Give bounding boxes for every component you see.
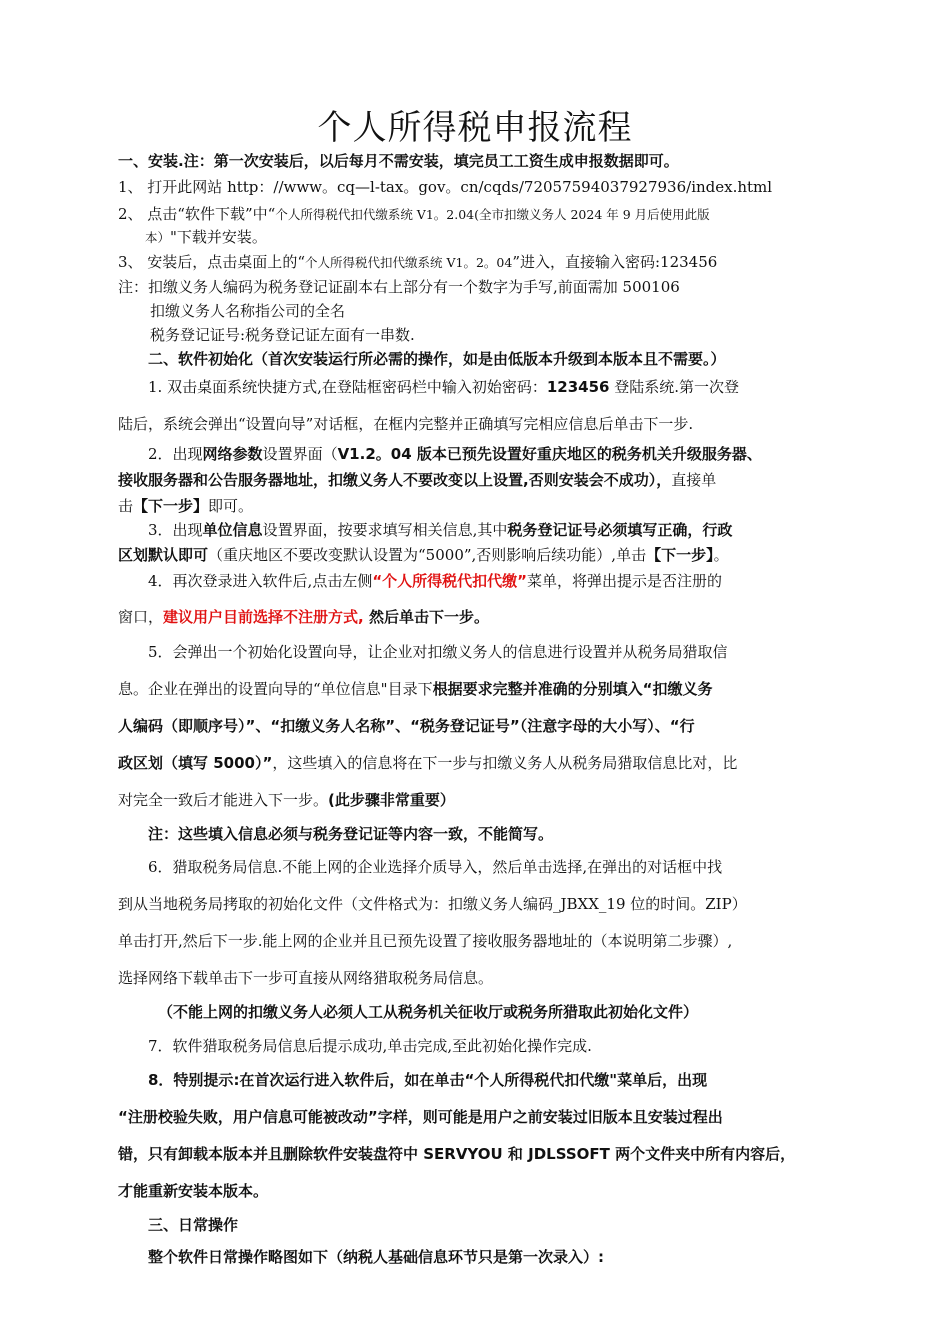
s2-item-4-cont: 窗口，建议用户目前选择不注册方式, 然后单击下一步。 [118,608,489,626]
s2-item-1-cont: 陆后，系统会弹出“设置向导”对话框，在框内完整并正确填写完相应信息后单击下一步. [118,415,694,433]
s1-step-2: 2、 点击“软件下载”中“个人所得税代扣代缴系统 V1。2.04(全市扣缴义务人 2024 年 9 月后使用此版 [118,205,710,223]
s2-item-8: 8．特别提示:在首次运行进入软件后，如在单击“个人所得税代扣代缴"菜单后，出现 [148,1071,708,1089]
s1-step-2-cont: 本）"下载并安装。 [145,228,267,246]
s1-step-1: 1、 打开此网站 http：//www。cq—l-tax。gov。cn/cqds/72057594037927936/index.html [118,178,773,196]
section-1-heading: 一、安装.注：第一次安装后，以后每月不需安装，填完员工工资生成申报数据即可。 [118,152,679,170]
s2-item-6-cont1: 到从当地税务局拷取的初始化文件（文件格式为：扣缴义务人编码_JBXX_19 位的时间。ZIP） [118,895,747,913]
s2-item-2-cont2: 击【下一步】即可。 [118,497,254,515]
s2-item-5-cont3: 政区划（填写 5000）”，这些填入的信息将在下一步与扣缴义务人从税务局猎取信息比对，比 [118,754,738,772]
s2-item-2-cont1: 接收服务器和公告服务器地址，扣缴义务人不要改变以上设置,否则安装会不成功），直接单 [118,471,717,489]
s2-item-3-cont: 区划默认即可（重庆地区不要改变默认设置为“5000”,否则影响后续功能）,单击【下一步】。 [118,546,729,564]
s2-item-7: 7．软件猎取税务局信息后提示成功,单击完成,至此初始化操作完成. [148,1037,592,1055]
s2-item-3: 3．出现单位信息设置界面，按要求填写相关信息,其中税务登记证号必须填写正确，行政 [148,521,733,539]
s1-note-1: 注：扣缴义务人编码为税务登记证副本右上部分有一个数字为手写,前面需加 500106 [118,278,680,296]
s2-item-8-cont3: 才能重新安装本版本。 [118,1182,269,1200]
page-title: 个人所得税申报流程 [317,108,633,148]
section-2-heading: 二、软件初始化（首次安装运行所必需的操作，如是由低版本升级到本版本且不需要。） [148,350,726,368]
s1-note-2: 扣缴义务人名称指公司的全名 [150,302,346,320]
s2-item-6-cont3: 选择网络下载单击下一步可直接从网络猎取税务局信息。 [118,969,494,987]
s2-item-5: 5．会弹出一个初始化设置向导，让企业对扣缴义务人的信息进行设置并从税务局猎取信 [148,643,728,661]
section-3-heading: 三、日常操作 [148,1216,239,1234]
s2-item-4: 4．再次登录进入软件后,点击左侧“个人所得税代扣代缴”菜单，将弹出提示是否注册的 [148,572,723,590]
s2-item-8-cont2: 错，只有卸载本版本并且删除软件安装盘符中 SERVYOU 和 JDLSSOFT 两个文件夹中所有内容后， [118,1145,796,1163]
s3-line-1: 整个软件日常操作略图如下（纳税人基础信息环节只是第一次录入）: [148,1248,605,1266]
s2-item-2: 2．出现网络参数设置界面（V1.2。04 版本已预先设置好重庆地区的税务机关升级服务器、 [148,445,762,463]
s2-note: 注：这些填入信息必须与税务登记证等内容一致，不能简写。 [148,825,554,843]
s2-item-6: 6．猎取税务局信息.不能上网的企业选择介质导入，然后单击选择,在弹出的对话框中找 [148,858,723,876]
s1-note-3: 税务登记证号:税务登记证左面有一串数. [150,326,415,344]
s2-item-8-cont1: “注册校验失败，用户信息可能被改动”字样，则可能是用户之前安装过旧版本且安装过程出 [118,1108,723,1126]
s2-item-5-cont1: 息。企业在弹出的设置向导的“单位信息"目录下根据要求完整并准确的分别填入“扣缴义务 [118,680,713,698]
s2-item-6-cont2: 单击打开,然后下一步.能上网的企业并且已预先设置了接收服务器地址的（本说明第二步骤）, [118,932,733,950]
s2-item-6-note: （不能上网的扣缴义务人必须人工从税务机关征收厅或税务所猎取此初始化文件） [158,1003,699,1021]
s1-step-3: 3、 安装后，点击桌面上的“个人所得税代扣代缴系统 V1。2。04”进入，直接输入密码:123456 [118,253,718,271]
s2-item-5-cont2: 人编码（即顺序号）”、“扣缴义务人名称”、“税务登记证号”（注意字母的大小写）、“行 [118,717,695,735]
s2-item-1: 1. 双击桌面系统快捷方式,在登陆框密码栏中输入初始密码：123456 登陆系统.第一次登 [148,378,740,396]
s2-item-5-cont4: 对完全一致后才能进入下一步。(此步骤非常重要） [118,791,455,809]
